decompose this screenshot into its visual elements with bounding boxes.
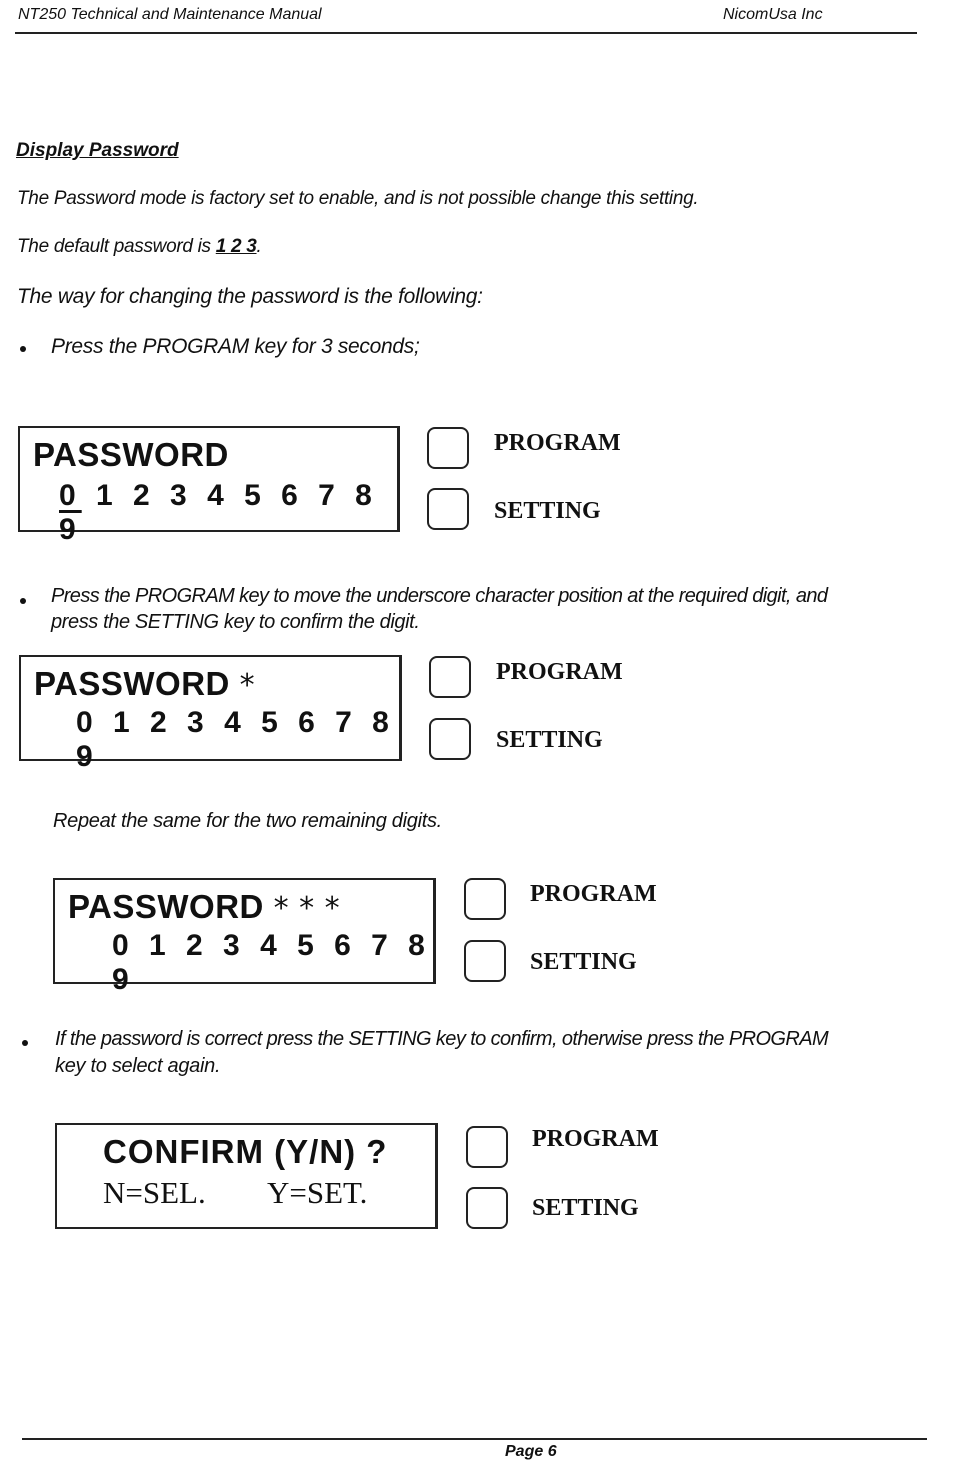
- lcd-display-password-all-digits: [53, 878, 436, 996]
- lcd-digits: 0 1 2 3 4 5 6 7 8 9: [76, 706, 395, 773]
- lcd-line1-text: PASSWORD: [34, 665, 230, 702]
- setting-key-icon: [429, 718, 471, 760]
- lcd-stars: * * *: [273, 891, 341, 926]
- lcd-confirm-no: N=SEL.: [103, 1175, 206, 1210]
- default-password-prefix: The default password is: [17, 236, 216, 257]
- setting-key-label: SETTING: [530, 949, 637, 975]
- bullet-dot: [20, 346, 26, 352]
- default-password-suffix: .: [256, 236, 262, 257]
- lcd-line1: [34, 665, 255, 703]
- lcd-confirm-prompt: CONFIRM (Y/N) ?: [103, 1133, 388, 1170]
- page-number: Page 6: [505, 1443, 557, 1460]
- lcd-line1-text: PASSWORD: [68, 888, 264, 925]
- program-key-label: PROGRAM: [530, 881, 657, 907]
- setting-key-label: SETTING: [532, 1195, 639, 1221]
- setting-key-label: SETTING: [494, 498, 601, 524]
- step-press-program: Press the PROGRAM key for 3 seconds;: [51, 335, 420, 358]
- footer-divider: [22, 1438, 927, 1440]
- lcd-stars: *: [239, 668, 256, 703]
- lcd-line1: [68, 888, 340, 926]
- lcd-display-password-one-digit: [19, 655, 402, 773]
- program-key-icon: [427, 427, 469, 469]
- step-move-underscore-line2: press the SETTING key to confirm the digit.: [51, 611, 420, 633]
- lcd-digits: 0 1 2 3 4 5 6 7 8 9: [112, 929, 431, 996]
- setting-key-icon: [427, 488, 469, 530]
- company-name: NicomUsa Inc: [723, 6, 823, 23]
- program-key-icon: [464, 878, 506, 920]
- program-key-icon: [429, 656, 471, 698]
- repeat-note: Repeat the same for the two remaining digits.: [53, 810, 442, 832]
- default-password-value: 1 2 3: [215, 236, 257, 257]
- program-key-label: PROGRAM: [494, 430, 621, 456]
- setting-key-icon: [466, 1187, 508, 1229]
- setting-key-label: SETTING: [496, 727, 603, 753]
- header-divider: [15, 32, 917, 34]
- paragraph-factory-setting: The Password mode is factory set to enable, and is not possible change this setting.: [17, 188, 699, 209]
- bullet-dot: [22, 1040, 28, 1046]
- lcd-cursor-digit: 0: [59, 479, 82, 512]
- paragraph-procedure-intro: The way for changing the password is the following:: [17, 285, 483, 308]
- paragraph-default-password: [17, 236, 262, 258]
- lcd-display-password-initial: [18, 426, 400, 546]
- step-confirm-line2: key to select again.: [55, 1055, 221, 1077]
- manual-title: NT250 Technical and Maintenance Manual: [18, 6, 322, 23]
- program-key-icon: [466, 1126, 508, 1168]
- step-confirm-line1: If the password is correct press the SETTING key to confirm, otherwise press the PROGRAM: [55, 1028, 829, 1050]
- bullet-dot: [20, 598, 26, 604]
- lcd-display-confirm: [55, 1123, 438, 1229]
- lcd-digits: [59, 479, 397, 547]
- lcd-confirm-yes: Y=SET.: [267, 1175, 368, 1210]
- lcd-line1: PASSWORD: [33, 436, 229, 473]
- setting-key-icon: [464, 940, 506, 982]
- program-key-label: PROGRAM: [532, 1126, 659, 1152]
- lcd-digits-rest: 1 2 3 4 5 6 7 8 9: [59, 479, 378, 546]
- section-title: Display Password: [16, 140, 179, 161]
- step-move-underscore-line1: Press the PROGRAM key to move the underscore character position at the required digit, and: [51, 585, 828, 607]
- program-key-label: PROGRAM: [496, 659, 623, 685]
